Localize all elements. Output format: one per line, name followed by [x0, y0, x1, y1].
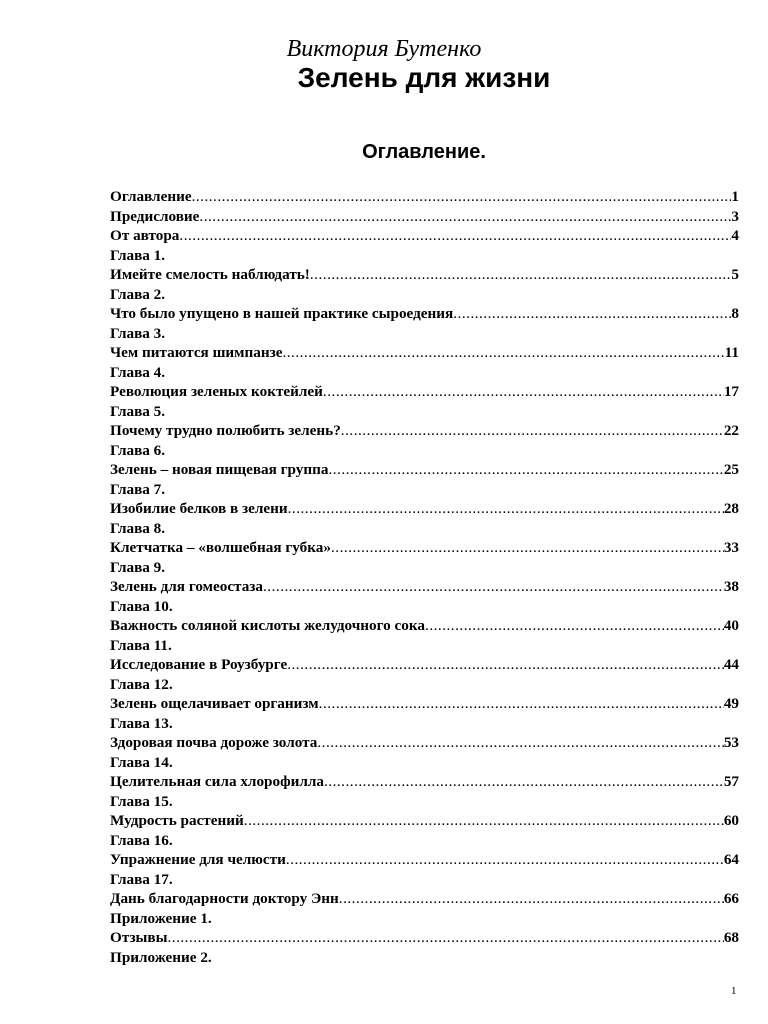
page-number: 1 [731, 985, 737, 997]
book-title: Зелень для жизни [297, 62, 551, 93]
toc-entry-page: 53 [723, 734, 739, 751]
toc-dot-leader [199, 207, 731, 227]
toc-entry-title: Имейте смелость наблюдать! [110, 266, 310, 283]
toc-entry [110, 733, 739, 753]
toc-chapter-heading: Глава 13. [110, 714, 173, 732]
toc-entry-page: 68 [723, 929, 739, 946]
toc-dot-leader [331, 538, 724, 558]
toc-entry [110, 265, 739, 285]
toc-entry-page: 1 [731, 188, 739, 205]
toc-entry-title: Клетчатка – «волшебная губка» [110, 539, 331, 556]
toc-entry-title: Здоровая почва дороже золота [110, 734, 318, 751]
toc-dot-leader [287, 655, 724, 675]
author-name: Виктория Бутенко [286, 36, 482, 62]
toc-heading: Оглавление. [362, 141, 486, 163]
toc-entry [110, 382, 739, 402]
toc-dot-leader [167, 928, 723, 948]
toc-dot-leader [192, 187, 732, 207]
toc-chapter-heading: Глава 4. [110, 363, 166, 381]
toc-chapter-heading: Глава 8. [110, 519, 166, 537]
toc-entry [110, 226, 739, 246]
toc-entry-page: 11 [724, 344, 739, 361]
toc-dot-leader [328, 460, 723, 480]
toc-entry [110, 928, 739, 948]
toc-entry-title: Зелень для гомеостаза [110, 578, 263, 595]
toc-entry-title: Упражнение для челюсти [110, 851, 286, 868]
toc-entry-title: Целительная сила хлорофилла [110, 773, 324, 790]
toc-entry-title: Изобилие белков в зелени [110, 500, 288, 517]
toc-entry-title: От автора [110, 227, 180, 244]
toc-entry-page: 17 [723, 383, 739, 400]
toc-dot-leader [323, 382, 724, 402]
toc-entry-title: Чем питаются шимпанзе [110, 344, 283, 361]
toc-dot-leader [317, 733, 723, 753]
toc-entry [110, 655, 739, 675]
toc-entry-title: Что было упущено в нашей практике сыроедения [110, 305, 454, 322]
toc-dot-leader [310, 265, 732, 285]
toc-entry-title: Почему трудно полюбить зелень? [110, 422, 341, 439]
toc-entry [110, 460, 739, 480]
toc-entry-page: 64 [723, 851, 739, 868]
toc-chapter-heading: Глава 15. [110, 792, 173, 810]
toc-entry [110, 616, 739, 636]
toc-dot-leader [282, 343, 724, 363]
toc-chapter-heading: Приложение 1. [110, 909, 212, 927]
toc-entry-title: Исследование в Роузбурге [110, 656, 288, 673]
toc-chapter-heading: Глава 16. [110, 831, 173, 849]
toc-dot-leader [263, 577, 724, 597]
toc-dot-leader [288, 499, 724, 519]
toc-entry-title: Мудрость растений [110, 812, 244, 829]
toc-entry [110, 772, 739, 792]
toc-dot-leader [244, 811, 724, 831]
toc-entry-title: Зелень ощелачивает организм [110, 695, 319, 712]
toc-chapter-heading: Приложение 2. [110, 948, 212, 966]
toc-entry-page: 38 [723, 578, 739, 595]
toc-entry-page: 3 [731, 207, 739, 225]
toc-chapter-heading: Глава 12. [110, 675, 173, 693]
toc-dot-leader [453, 304, 731, 324]
toc-entry [110, 207, 739, 227]
toc-dot-leader [179, 226, 731, 246]
toc-entry [110, 304, 739, 324]
toc-chapter-heading: Глава 7. [110, 480, 166, 498]
toc-entry-page: 5 [731, 266, 739, 283]
toc-entry-page: 33 [723, 539, 739, 556]
toc-entry-page: 66 [723, 890, 739, 907]
toc-entry [110, 694, 739, 714]
toc-chapter-heading: Глава 14. [110, 753, 173, 771]
toc-entry [110, 343, 739, 363]
toc-entry-title: Отзывы [110, 929, 168, 946]
toc-entry [110, 850, 739, 870]
toc-chapter-heading: Глава 6. [110, 441, 166, 459]
toc-entry-page: 4 [731, 227, 739, 244]
toc-entry-page: 28 [723, 500, 739, 517]
toc-entry-page: 40 [723, 617, 739, 634]
toc-entry-title: Дань благодарности доктору Энн [110, 890, 339, 907]
toc-entry-page: 49 [723, 695, 739, 712]
toc-entry [110, 811, 739, 831]
toc-dot-leader [319, 694, 724, 714]
table-of-contents [110, 187, 739, 967]
toc-chapter-heading: Глава 3. [110, 324, 166, 342]
toc-entry [110, 421, 739, 441]
toc-entry [110, 499, 739, 519]
toc-chapter-heading: Глава 11. [110, 636, 172, 654]
toc-chapter-heading: Глава 5. [110, 402, 166, 420]
toc-entry-title: Важность соляной кислоты желудочного сока [110, 617, 426, 634]
toc-dot-leader [286, 850, 724, 870]
toc-chapter-heading: Глава 17. [110, 870, 173, 888]
toc-entry [110, 538, 739, 558]
toc-dot-leader [324, 772, 724, 792]
toc-entry-title: Зелень – новая пищевая группа [110, 461, 329, 478]
toc-entry-page: 25 [723, 461, 739, 478]
toc-entry [110, 187, 739, 207]
toc-chapter-heading: Глава 1. [110, 246, 166, 264]
toc-entry-title: Оглавление [110, 188, 192, 205]
toc-chapter-heading: Глава 2. [110, 285, 166, 303]
toc-entry [110, 889, 739, 909]
toc-entry-page: 22 [723, 422, 739, 439]
toc-dot-leader [339, 889, 724, 909]
toc-chapter-heading: Глава 10. [110, 597, 173, 615]
toc-chapter-heading: Глава 9. [110, 558, 166, 576]
toc-entry [110, 577, 739, 597]
toc-dot-leader [341, 421, 724, 441]
toc-entry-page: 60 [723, 812, 739, 829]
toc-dot-leader [425, 616, 724, 636]
toc-entry-page: 8 [731, 305, 739, 322]
toc-entry-title: Предисловие [110, 207, 200, 225]
toc-entry-page: 57 [723, 773, 739, 790]
toc-entry-title: Революция зеленых коктейлей [110, 383, 323, 400]
toc-entry-page: 44 [723, 656, 739, 673]
